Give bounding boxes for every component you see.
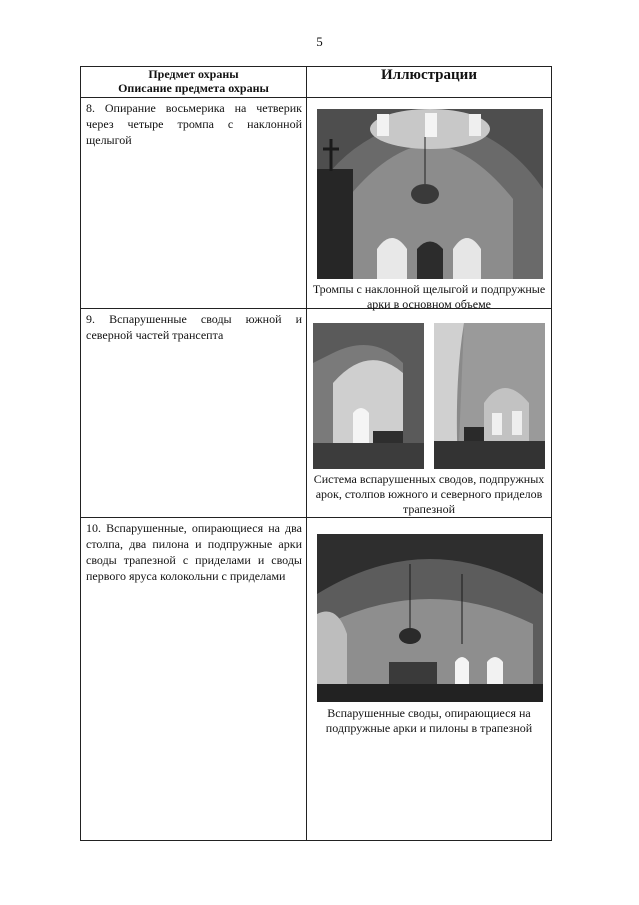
table-header-row bbox=[81, 67, 552, 98]
photo-caption: Система вспарушенных сводов, подпружных арок, столпов южного и северного приделов трапезной bbox=[313, 472, 545, 516]
row-description: 8. Опирание восьмерика на четверик через четыре тромпа с наклонной щелыгой bbox=[86, 101, 302, 147]
row-description: 10. Вспарушенные, опирающиеся на два столпа, два пилона и подпружные арки своды трапезной с приделами и своды первого яруса колокольни с приделами bbox=[86, 521, 302, 583]
photo-vaults-north bbox=[434, 323, 545, 469]
row-illustration-cell bbox=[307, 98, 552, 309]
row-description-cell bbox=[81, 518, 307, 841]
header-subject bbox=[81, 67, 307, 98]
header-illustrations: Иллюстрации bbox=[307, 67, 552, 98]
photo-tromps bbox=[317, 109, 543, 279]
table-row bbox=[81, 98, 552, 309]
photo-caption: Тромпы с наклонной щелыгой и подпружные арки в основном объеме bbox=[312, 282, 546, 311]
table-row bbox=[81, 309, 552, 518]
row-description: 9. Вспарушенные своды южной и северной частей трансепта bbox=[86, 312, 302, 342]
page-number: 5 bbox=[316, 34, 323, 49]
row-description-cell bbox=[81, 309, 307, 518]
photo-refectory-vaults bbox=[317, 534, 543, 702]
row-illustration-cell bbox=[307, 518, 552, 841]
protection-table bbox=[80, 66, 552, 841]
header-subject-line2: Описание предмета охраны bbox=[118, 81, 269, 95]
row-illustration-cell bbox=[307, 309, 552, 518]
photo-vaults-south bbox=[313, 323, 424, 469]
photo-caption: Вспарушенные своды, опирающиеся на подпружные арки и пилоны в трапезной bbox=[325, 706, 533, 735]
row-description-cell bbox=[81, 98, 307, 309]
table-row bbox=[81, 518, 552, 841]
header-subject-line1: Предмет охраны bbox=[148, 67, 239, 81]
